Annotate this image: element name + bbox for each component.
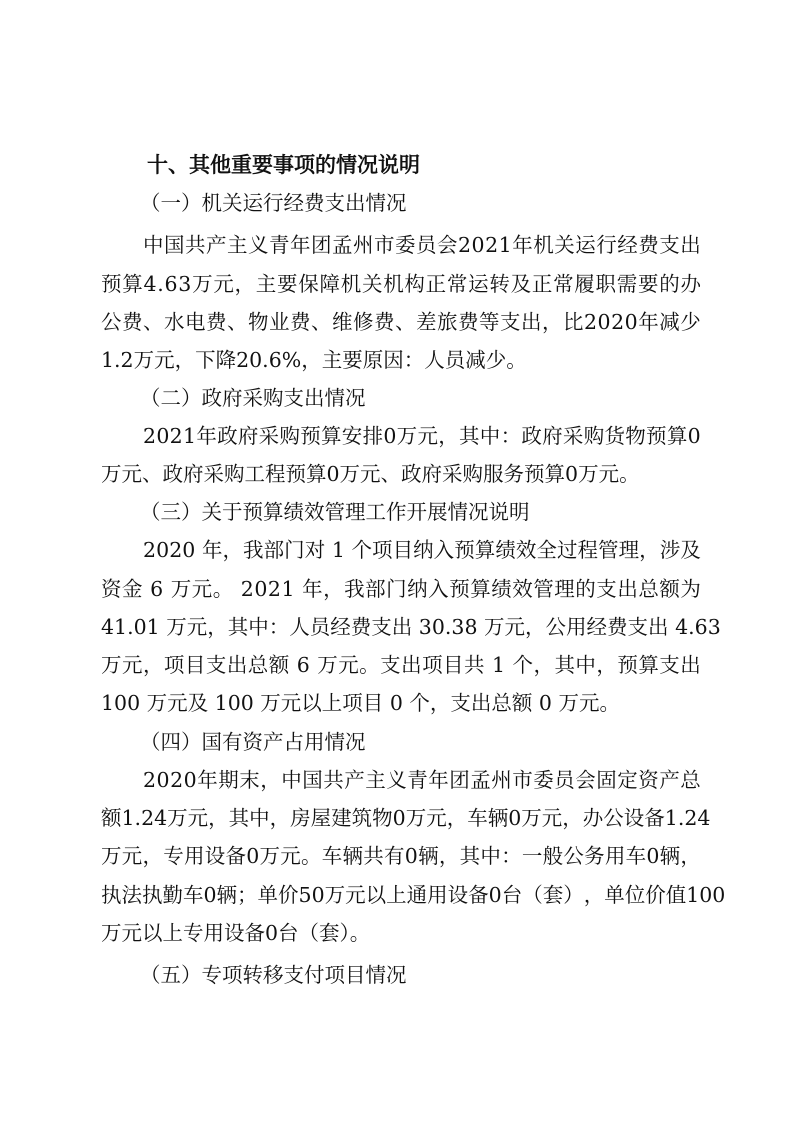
paragraph-line: 2 0 2 1 年 政 府 采 购 预 算 安 排 0 万 元 ， 其 中 ： 政 府 采 购 货 物 预 算 0 — [143, 424, 701, 448]
subsection-title-4: （四）国有资产占用情况 — [140, 730, 366, 754]
paragraph-line: 资 金 6 万 元 。 2 0 2 1 年 ， 我 部 门 纳 入 预 算 绩 效 管 理 的 支 出 总 额 为 — [101, 577, 701, 601]
paragraph-line: 万 元 ， 专 用 设 备 0 万 元 。 车 辆 共 有 0 辆 ， 其 中 ： 一 般 公 务 用 车 0 辆 ， — [101, 844, 701, 868]
subsection-title-2: （二）政府采购支出情况 — [140, 386, 366, 410]
paragraph-line: 万元、政府采购工程预算0万元、政府采购服务预算0万元。 — [101, 462, 640, 486]
section-heading: 十、其他重要事项的情况说明 — [147, 153, 420, 177]
paragraph-line: 1.2万元，下降20.6%，主要原因：人员减少。 — [101, 348, 527, 372]
paragraph-line: 万 元 ， 项 目 支 出 总 额 6 万 元 。 支 出 项 目 共 1 个 ， 其 中 ， 预 算 支 出 — [101, 653, 701, 677]
subsection-title-3: （三）关于预算绩效管理工作开展情况说明 — [140, 500, 530, 524]
paragraph-line: 预 算 4 . 6 3 万 元 ， 主 要 保 障 机 关 机 构 正 常 运 转 及 正 常 履 职 需 要 的 办 — [101, 272, 701, 296]
paragraph-line: 执 法 执 勤 车 0 辆 ； 单 价 5 0 万 元 以 上 通 用 设 备 0 台 （ 套 ） ， 单 位 价 值 1 0 0 — [101, 883, 726, 907]
paragraph-line: 额 1 . 2 4 万 元 ， 其 中 ， 房 屋 建 筑 物 0 万 元 ， 车 辆 0 万 元 ， 办 公 设 备 1 . 2 4 — [101, 806, 711, 830]
paragraph-line: 100 万元及 100 万元以上项目 0 个，支出总额 0 万元。 — [101, 691, 620, 715]
subsection-title-1: （一）机关运行经费支出情况 — [140, 191, 407, 215]
paragraph-line: 4 1 . 0 1 万 元 ， 其 中 ： 人 员 经 费 支 出 3 0 . 3 8 万 元 ， 公 用 经 费 支 出 4 . 6 3 — [101, 615, 721, 639]
paragraph-line: 2 0 2 0 年 ， 我 部 门 对 1 个 项 目 纳 入 预 算 绩 效 全 过 程 管 理 ， 涉 及 — [143, 538, 701, 562]
paragraph-line: 万元以上专用设备0台（套）。 — [101, 921, 371, 945]
paragraph-line: 2 0 2 0 年 期 末 ， 中 国 共 产 主 义 青 年 团 孟 州 市 委 员 会 固 定 资 产 总 — [143, 768, 701, 792]
subsection-title-5: （五）专项转移支付项目情况 — [140, 963, 407, 987]
paragraph-line: 公 费 、 水 电 费 、 物 业 费 、 维 修 费 、 差 旅 费 等 支 出 ， 比 2 0 2 0 年 减 少 — [101, 310, 701, 334]
paragraph-line: 中 国 共 产 主 义 青 年 团 孟 州 市 委 员 会 2 0 2 1 年 机 关 运 行 经 费 支 出 — [143, 233, 701, 257]
